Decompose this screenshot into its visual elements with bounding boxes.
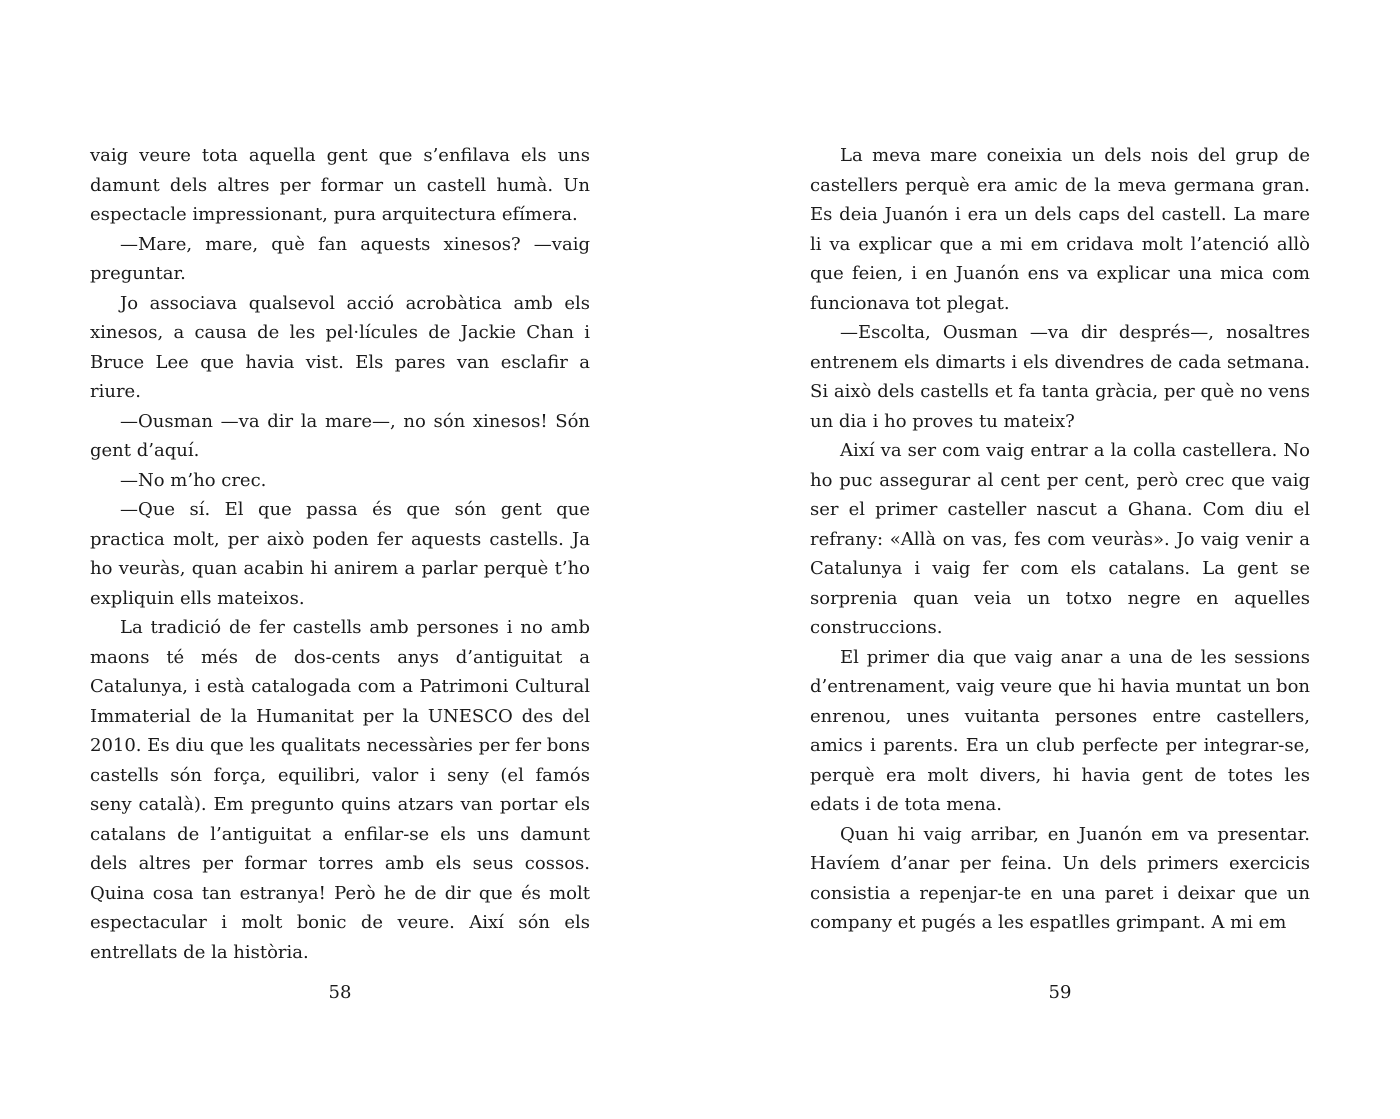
paragraph: Així va ser com vaig entrar a la colla castellera. No ho puc assegurar al cent per cent, però crec que vaig ser el primer casteller nascut a Ghana. Com diu el refrany: «Allà on vas, fes com veuràs». Jo vaig venir a Catalunya i vaig fer com els catalans. La gent se sorprenia quan veia un totxo negre en aquelles construccions.	[810, 440, 1310, 638]
paragraph: Jo associava qualsevol acció acrobàtica amb els xinesos, a causa de les pel·lícules de Jackie Chan i Bruce Lee que havia vist. Els pares van esclafir a riure.	[90, 292, 590, 402]
right-page	[810, 141, 1310, 938]
paragraph: —Ousman —va dir la mare—, no són xinesos! Són gent d’aquí.	[90, 410, 590, 461]
paragraph: El primer dia que vaig anar a una de les sessions d’entrenament, vaig veure que hi havia muntat un bon enrenou, unes vuitanta persones entre castellers, amics i parents. Era un club perfecte per integrar-se, perquè era molt divers, hi havia gent de totes les edats i de tota mena.	[810, 646, 1310, 815]
paragraph: —Escolta, Ousman —va dir després—, nosaltres entrenem els dimarts i els divendres de cada setmana. Si això dels castells et fa tanta gràcia, per què no vens un dia i ho proves tu mateix?	[810, 322, 1310, 432]
left-page-text	[90, 141, 590, 967]
paragraph: —Que sí. El que passa és que són gent que practica molt, per això poden fer aquests castells. Ja ho veuràs, quan acabin hi anirem a parlar perquè t’ho expliquin ells mateixos.	[90, 499, 590, 609]
left-page	[90, 141, 590, 967]
paragraph: Quan hi vaig arribar, en Juanón em va presentar. Havíem d’anar per feina. Un dels primers exercicis consistia a repenjar-te en una paret i deixar que un company et pugés a les espatlles grimpant. A mi em	[810, 823, 1310, 933]
paragraph: —No m’ho crec.	[120, 469, 267, 491]
paragraph: La tradició de fer castells amb persones i no amb maons té més de dos-cents anys d’antiguitat a Catalunya, i està catalogada com a Patrimoni Cultural Immaterial de la Humanitat per la UNESCO des del 2010. Es diu que les qualitats necessàries per fer bons castells són força, equilibri, valor i seny (el famós seny català). Em pregunto quins atzars van portar els catalans de l’antiguitat a enfilar-se els uns damunt dels altres per formar torres amb els seus cossos. Quina cosa tan estranya! Però he de dir que és molt espectacular i molt bonic de veure. Així són els entrellats de la història.	[90, 617, 590, 963]
paragraph: —Mare, mare, què fan aquests xinesos? —vaig preguntar.	[90, 233, 590, 284]
paragraph: La meva mare coneixia un dels nois del grup de castellers perquè era amic de la meva germana gran. Es deia Juanón i era un dels caps del castell. La mare li va explicar que a mi em cridava molt l’atenció allò que feien, i en Juanón ens va explicar una mica com funcionava tot plegat.	[810, 145, 1310, 314]
right-page-text	[810, 141, 1310, 938]
page-number-left: 58	[328, 982, 352, 1003]
paragraph: vaig veure tota aquella gent que s’enfilava els uns damunt dels altres per formar un castell humà. Un espectacle impressionant, pura arquitectura efímera.	[90, 145, 590, 225]
page-number-right: 59	[1048, 982, 1072, 1003]
